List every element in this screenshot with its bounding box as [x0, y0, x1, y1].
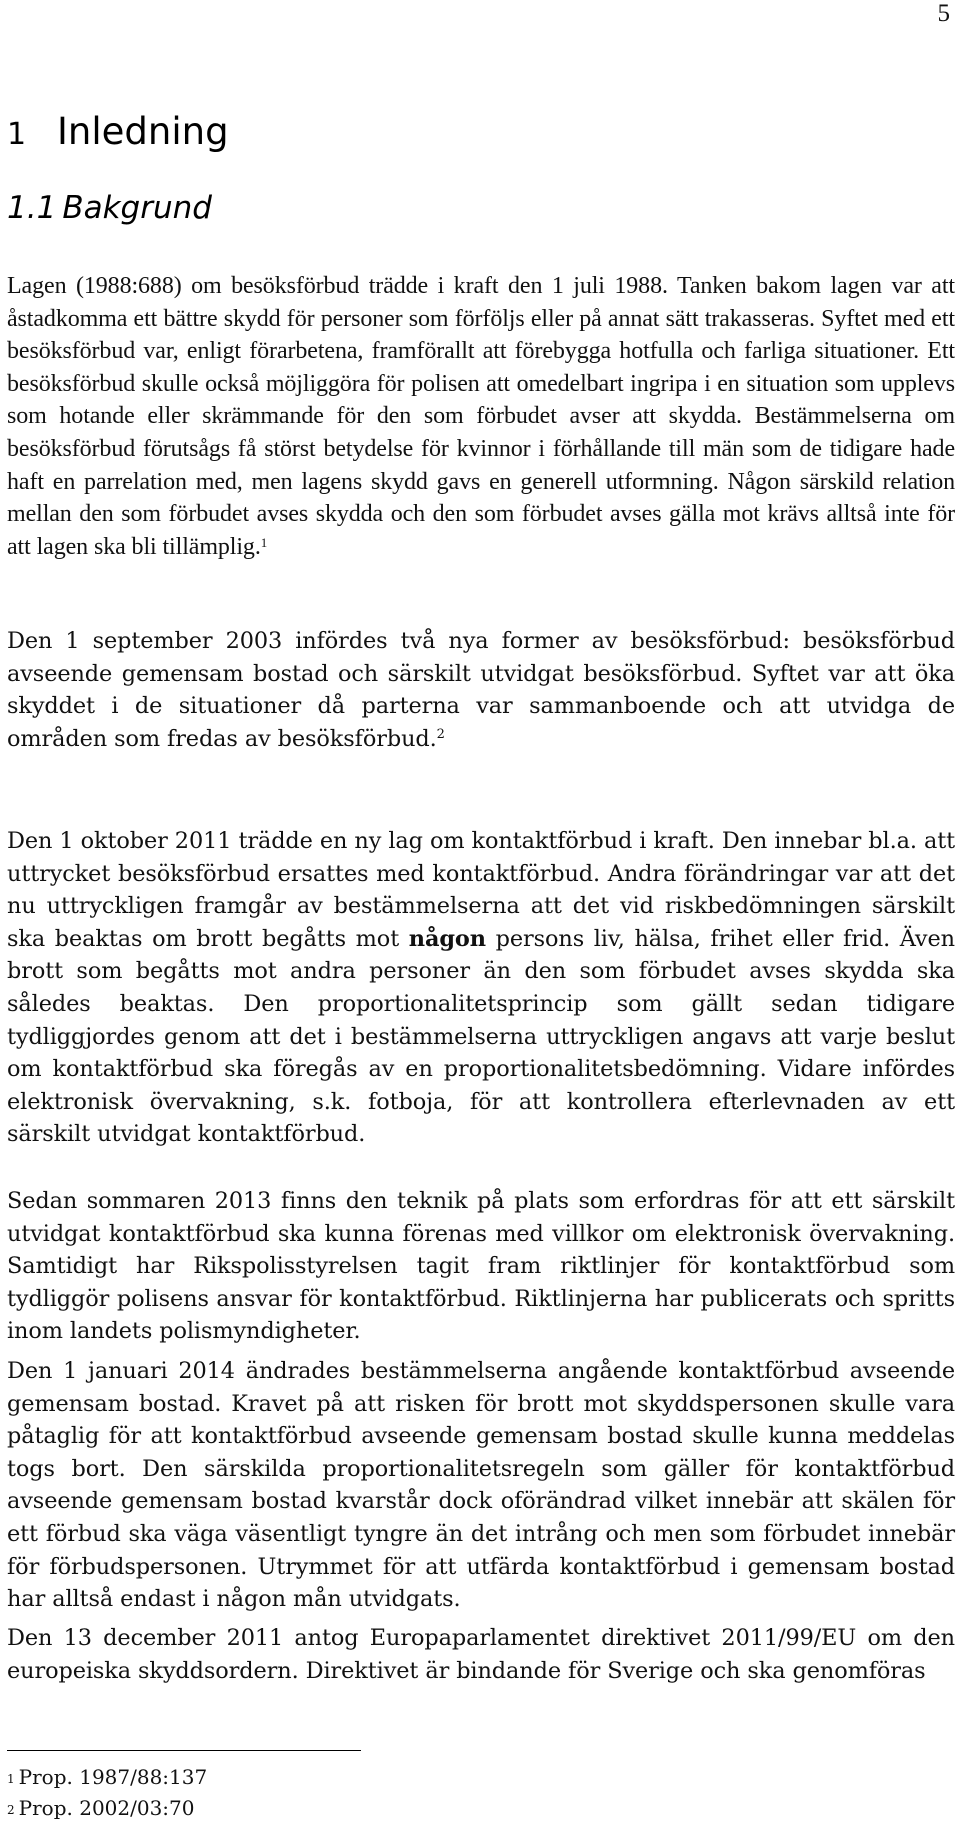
section-number: 1.1 — [7, 190, 57, 226]
paragraph-6-text: Den 13 december 2011 antog Europaparlamentet direktivet 2011/99/EU om den europeiska skyddsordern. Direktivet är bindande för Sverige och ska genomföras — [7, 1625, 955, 1684]
footnotes — [7, 1762, 207, 1824]
footnote-2-text: Prop. 2002/03:70 — [18, 1796, 195, 1820]
paragraph-2-text: Den 1 september 2003 infördes två nya former av besöksförbud: besöksförbud avseende gemensam bostad och särskilt utvidgat besöksförbud. Syftet var att öka skyddet i de situationer då parterna var sammanboende och att utvidga de områden som fredas av besöksförbud. — [7, 628, 955, 752]
footnote-1-text: Prop. 1987/88:137 — [18, 1765, 208, 1789]
chapter-number: 1 — [7, 117, 27, 152]
footnote-ref-1[interactable]: 1 — [260, 534, 268, 550]
footnote-ref-2[interactable]: 2 — [436, 726, 445, 742]
paragraph-1 — [7, 270, 955, 563]
paragraph-2 — [7, 625, 955, 755]
paragraph-1-text: Lagen (1988:688) om besöksförbud trädde i kraft den 1 juli 1988. Tanken bakom lagen var att åstadkomma ett bättre skydd för personer som förföljs eller på annat sätt trakasseras. Syftet med ett besöksförbud var, enligt förarbetena, framförallt att förebygga hotfulla och farliga situationer. Ett besöksförbud skulle också möjliggöra för polisen att omedelbart ingripa i en situation som upplevs som hotande eller skrämmande för den som förbudet avser att skydda. Bestämmelserna om besöksförbud förutsågs få störst betydelse för kvinnor i förhållande till män som de tidigare hade haft en parrelation med, men lagens skydd gavs en generell utformning. Någon särskild relation mellan den som förbudet avses skydda och den som förbudet avses gälla mot krävs alltså inte för att lagen ska bli tillämplig. — [7, 273, 955, 560]
paragraph-3 — [7, 825, 955, 1151]
page-number: 5 — [937, 0, 950, 27]
footnote-1 — [7, 1762, 207, 1793]
paragraph-4-text: Sedan sommaren 2013 finns den teknik på plats som erfordras för att ett särskilt utvidgat kontaktförbud ska kunna förenas med villkor om elektronisk övervakning. Samtidigt har Rikspolisstyrelsen tagit fram riktlinjer för kontaktförbud som tydliggör polisens ansvar för kontaktförbud. Riktlinjerna har publicerats och spritts inom landets polismyndigheter. — [7, 1188, 955, 1345]
chapter-heading — [7, 110, 229, 153]
paragraph-3-emphasis: någon — [408, 925, 486, 952]
paragraph-5 — [7, 1355, 955, 1616]
chapter-title: Inledning — [57, 110, 229, 153]
paragraph-3-text-a: Den 1 oktober 2011 trädde en ny lag om kontaktförbud i kraft. Den innebar bl.a. att uttrycket besöksförbud ersattes med kontaktförbud. Andra förändringar var att det nu uttryckligen framgår av bestämmelserna att det vid riskbedömningen särskilt ska beaktas om brott begåtts mot — [7, 828, 955, 952]
section-title: Bakgrund — [62, 190, 212, 226]
footnote-1-mark: 1 — [7, 1772, 15, 1786]
paragraph-6 — [7, 1622, 955, 1687]
paragraph-5-text: Den 1 januari 2014 ändrades bestämmelserna angående kontaktförbud avseende gemensam bostad. Kravet på att risken för brott mot skyddspersonen skulle vara påtaglig för att kontaktförbud avseende gemensam bostad skulle kunna meddelas togs bort. Den särskilda proportionalitetsregeln som gäller för kontaktförbud avseende gemensam bostad kvarstår dock oförändrad vilket innebär att skälen för ett förbud ska väga väsentligt tyngre än det intrång och men som förbudet innebär för förbudspersonen. Utrymmet för att utfärda kontaktförbud i gemensam bostad har alltså endast i någon mån utvidgats. — [7, 1358, 955, 1613]
footnote-divider — [7, 1750, 361, 1751]
paragraph-3-text-b: persons liv, hälsa, frihet eller frid. Även brott som begåtts mot andra personer än den som förbudet avses skydda ska således beaktas. Den proportionalitetsprincip som gällt sedan tidigare tydliggjordes genom att det i bestämmelserna uttryckligen angavs att varje beslut om kontaktförbud ska föregås av en proportionalitetsbedömning. Vidare infördes elektronisk övervakning, s.k. fotboja, för att kontrollera efterlevnaden av ett särskilt utvidgat kontaktförbud. — [7, 925, 955, 1148]
section-heading — [7, 190, 212, 226]
footnote-2 — [7, 1793, 207, 1824]
footnote-2-mark: 2 — [7, 1803, 15, 1817]
paragraph-4 — [7, 1185, 955, 1348]
